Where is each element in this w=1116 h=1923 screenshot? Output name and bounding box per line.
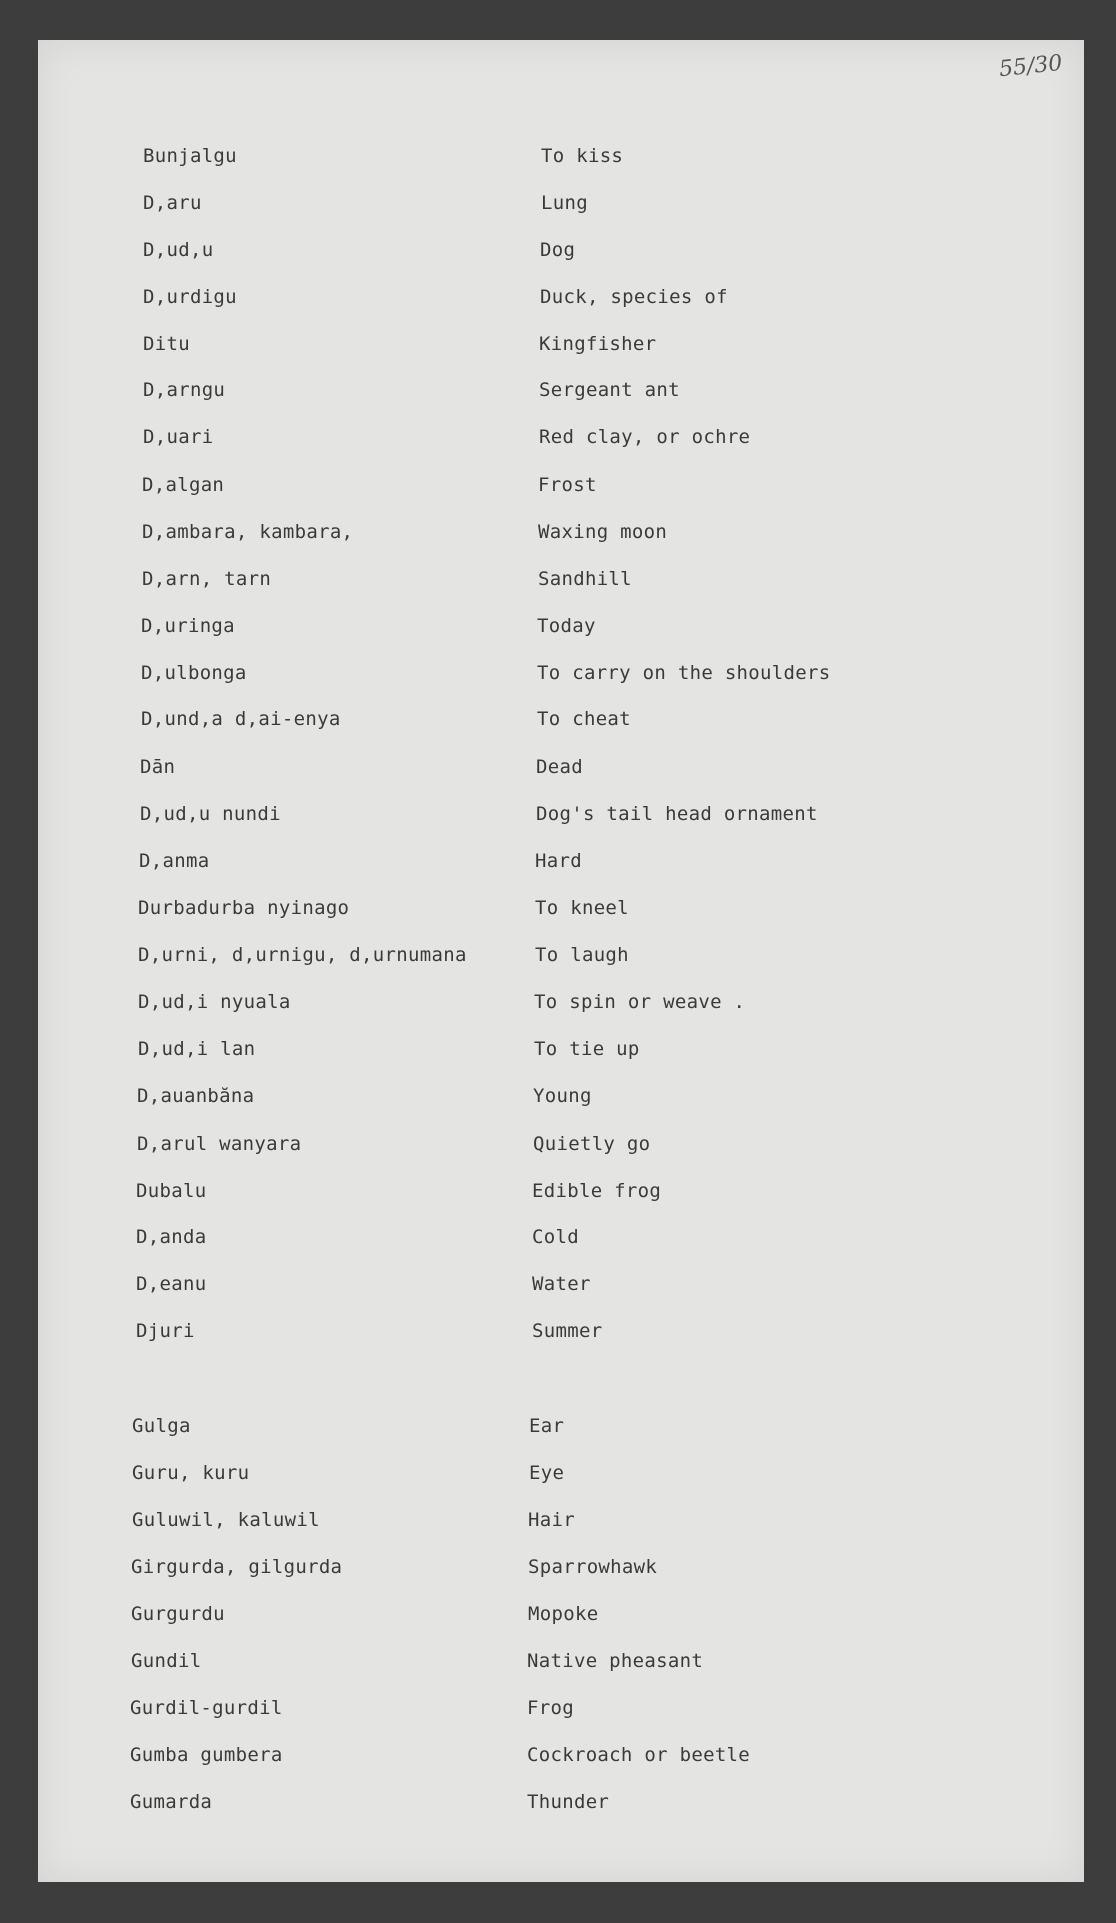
aboriginal-term: D,arngu	[143, 379, 226, 401]
aboriginal-term: D,auanbăna	[137, 1085, 255, 1107]
english-gloss: Waxing moon	[538, 521, 668, 543]
list-item	[38, 756, 1084, 790]
list-item	[38, 615, 1084, 649]
list-item	[38, 1744, 1084, 1778]
english-gloss: Cold	[532, 1226, 579, 1248]
english-gloss: Sparrowhawk	[528, 1556, 658, 1578]
list-item	[38, 239, 1084, 273]
list-item	[38, 1791, 1084, 1825]
aboriginal-term: D,anda	[136, 1226, 207, 1248]
list-item	[38, 1556, 1084, 1590]
aboriginal-term: D,urni, d,urnigu, d,urnumana	[138, 944, 467, 966]
list-item	[38, 850, 1084, 884]
aboriginal-term: D,ud,u nundi	[140, 803, 281, 825]
english-gloss: To tie up	[534, 1038, 640, 1060]
list-item	[38, 803, 1084, 837]
list-item	[38, 568, 1084, 602]
aboriginal-term: D,anma	[139, 850, 210, 872]
english-gloss: Sandhill	[538, 568, 632, 590]
english-gloss: Mopoke	[528, 1603, 599, 1625]
aboriginal-term: D,arn, tarn	[142, 568, 272, 590]
list-item	[38, 944, 1084, 978]
english-gloss: Dog	[540, 239, 576, 261]
list-item	[38, 521, 1084, 555]
aboriginal-term: Gumarda	[130, 1791, 213, 1813]
aboriginal-term: D,ud,i nyuala	[138, 991, 291, 1013]
list-item	[38, 1603, 1084, 1637]
aboriginal-term: Gurgurdu	[131, 1603, 225, 1625]
aboriginal-term: Guru, kuru	[132, 1462, 250, 1484]
aboriginal-term: Gumba gumbera	[130, 1744, 283, 1766]
list-item	[38, 1650, 1084, 1684]
english-gloss: Cockroach or beetle	[527, 1744, 751, 1766]
english-gloss: Native pheasant	[527, 1650, 704, 1672]
english-gloss: Duck, species of	[540, 286, 728, 308]
list-item	[38, 1462, 1084, 1496]
english-gloss: To kiss	[541, 145, 624, 167]
list-item	[38, 474, 1084, 508]
english-gloss: Dead	[536, 756, 583, 778]
aboriginal-term: Bunjalgu	[143, 145, 237, 167]
english-gloss: Water	[532, 1273, 591, 1295]
aboriginal-term: Djuri	[136, 1320, 195, 1342]
aboriginal-term: D,ulbonga	[141, 662, 247, 684]
english-gloss: Kingfisher	[539, 333, 657, 355]
english-gloss: Ear	[529, 1415, 565, 1437]
english-gloss: To spin or weave .	[534, 991, 746, 1013]
english-gloss: Quietly go	[533, 1133, 651, 1155]
english-gloss: Red clay, or ochre	[539, 426, 751, 448]
english-gloss: Edible frog	[532, 1180, 662, 1202]
list-item	[38, 333, 1084, 367]
aboriginal-term: D,uari	[143, 426, 214, 448]
aboriginal-term: Dān	[140, 756, 176, 778]
aboriginal-term: D,arul wanyara	[137, 1133, 302, 1155]
list-item	[38, 286, 1084, 320]
list-item	[38, 145, 1084, 179]
english-gloss: To carry on the shoulders	[537, 662, 831, 684]
list-item	[38, 192, 1084, 226]
list-item	[38, 1226, 1084, 1260]
aboriginal-term: Gundil	[131, 1650, 202, 1672]
aboriginal-term: Girgurda, gilgurda	[131, 1556, 343, 1578]
aboriginal-term: Guluwil, kaluwil	[132, 1509, 320, 1531]
aboriginal-term: D,und,a d,ai-enya	[141, 708, 341, 730]
english-gloss: Today	[537, 615, 596, 637]
list-item	[38, 379, 1084, 413]
english-gloss: Thunder	[527, 1791, 610, 1813]
list-item	[38, 426, 1084, 460]
aboriginal-term: Gulga	[132, 1415, 191, 1437]
word-list	[38, 40, 1084, 1882]
aboriginal-term: Durbadurba nyinago	[138, 897, 350, 919]
english-gloss: To laugh	[535, 944, 629, 966]
list-item	[38, 897, 1084, 931]
aboriginal-term: D,ud,u	[143, 239, 214, 261]
list-item	[38, 1509, 1084, 1543]
english-gloss: Frost	[538, 474, 597, 496]
english-gloss: To kneel	[535, 897, 629, 919]
list-item	[38, 1697, 1084, 1731]
list-item	[38, 662, 1084, 696]
aboriginal-term: Ditu	[143, 333, 190, 355]
english-gloss: Sergeant ant	[539, 379, 680, 401]
list-item	[38, 1415, 1084, 1449]
list-item	[38, 708, 1084, 742]
document-page	[38, 40, 1084, 1882]
list-item	[38, 1180, 1084, 1214]
aboriginal-term: D,eanu	[136, 1273, 207, 1295]
list-item	[38, 1133, 1084, 1167]
aboriginal-term: D,ambara, kambara,	[142, 521, 354, 543]
english-gloss: To cheat	[537, 708, 631, 730]
english-gloss: Eye	[529, 1462, 565, 1484]
english-gloss: Young	[533, 1085, 592, 1107]
english-gloss: Hair	[528, 1509, 575, 1531]
list-item	[38, 1038, 1084, 1072]
english-gloss: Summer	[532, 1320, 603, 1342]
english-gloss: Lung	[541, 192, 588, 214]
aboriginal-term: D,urdigu	[143, 286, 237, 308]
folio-number: 55/30	[997, 50, 1064, 83]
list-item	[38, 1085, 1084, 1119]
aboriginal-term: D,uringa	[141, 615, 235, 637]
aboriginal-term: D,algan	[142, 474, 225, 496]
aboriginal-term: Dubalu	[136, 1180, 207, 1202]
english-gloss: Frog	[527, 1697, 574, 1719]
list-item	[38, 1320, 1084, 1354]
aboriginal-term: D,aru	[143, 192, 202, 214]
list-item	[38, 1273, 1084, 1307]
aboriginal-term: D,ud,i lan	[138, 1038, 256, 1060]
english-gloss: Dog's tail head ornament	[536, 803, 818, 825]
list-item	[38, 991, 1084, 1025]
aboriginal-term: Gurdil-gurdil	[130, 1697, 283, 1719]
english-gloss: Hard	[535, 850, 582, 872]
